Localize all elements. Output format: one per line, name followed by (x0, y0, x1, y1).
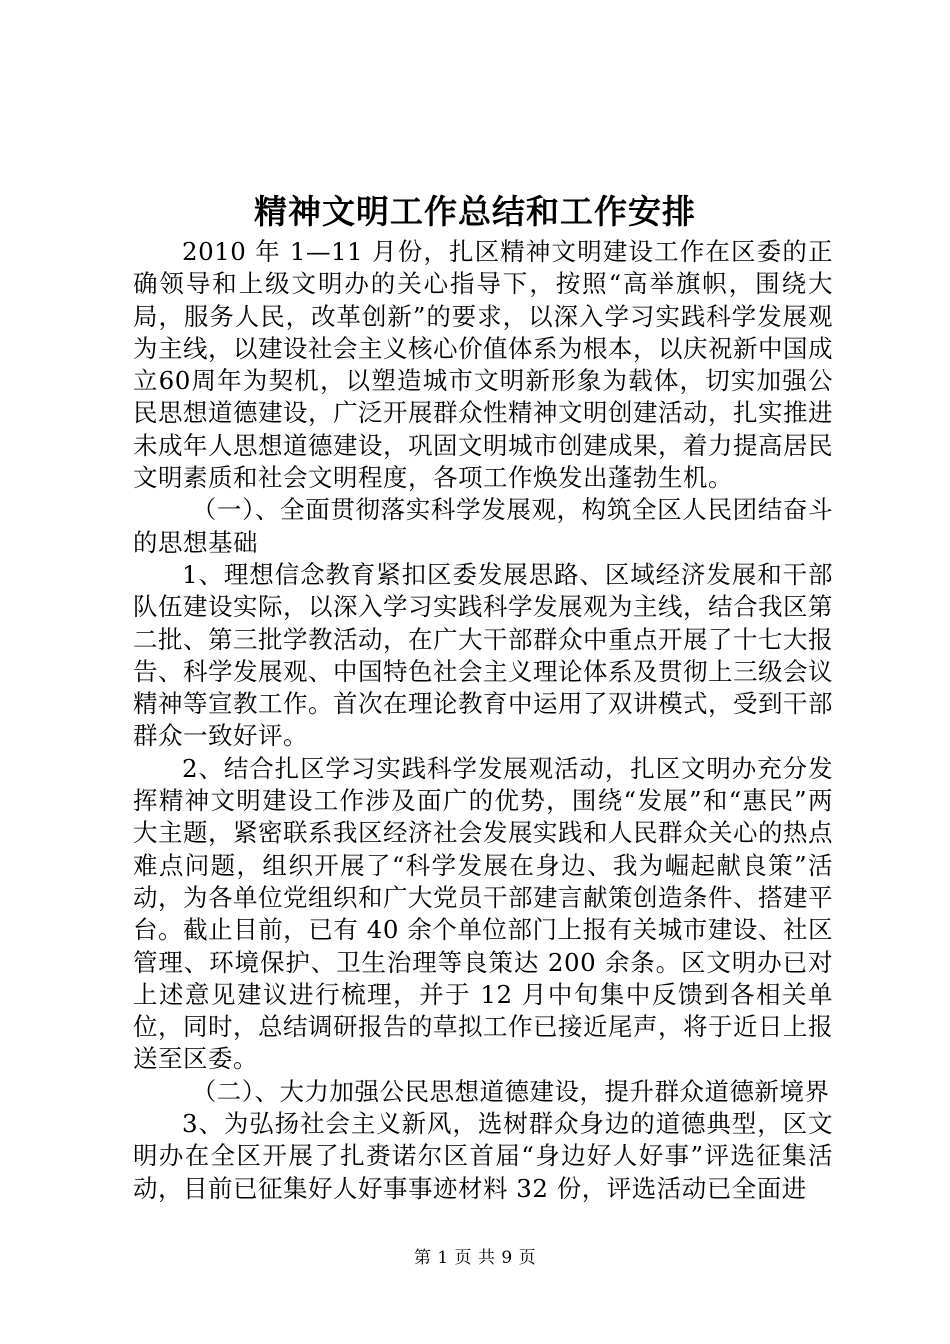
section-heading-2: （二）、大力加强公民思想道德建设，提升群众道德新境界 (191, 1076, 830, 1106)
paragraph-item-2: 2、结合扎区学习实践科学发展观活动，扎区文明办充分发挥精神文明建设工作涉及面广的优势，围绕“发展”和“惠民”两大主题，紧密联系我区经济社会发展实践和人民群众关心的热点难点问题，组织开展了“科学发展在身边、我为崛起献良策”活动，为各单位党组织和广大党员干部建言献策创造条件、搭建平台。截止目前，已有 40 余个单位部门上报有关城市建设、社区管理、环境保护、卫生治理等良策达 200 余条。区文明办已对上述意见建议进行梳理，并于 12 月中旬集中反馈到各相关单位，同时，总结调研报告的草拟工作已接近尾声，将于近日上报送至区委。 (133, 753, 833, 1074)
document-body (133, 236, 833, 1205)
paragraph-item-3: 3、为弘扬社会主义新风，选树群众身边的道德典型，区文明办在全区开展了扎赉诺尔区首届“身边好人好事”评选征集活动，目前已征集好人好事事迹材料 32 份，评选活动已全面进 (133, 1109, 833, 1203)
paragraph-intro: 2010 年 1—11 月份，扎区精神文明建设工作在区委的正确领导和上级文明办的关心指导下，按照“高举旗帜，围绕大局，服务人民，改革创新”的要求，以深入学习实践科学发展观为主线，以建设社会主义核心价值体系为根本，以庆祝新中国成立60周年为契机，以塑造城市文明新形象为载体，切实加强公民思想道德建设，广泛开展群众性精神文明创建活动，扎实推进未成年人思想道德建设，巩固文明城市创建成果，着力提高居民文明素质和社会文明程度，各项工作焕发出蓬勃生机。 (133, 237, 833, 493)
paragraph-item-1: 1、理想信念教育紧扣区委发展思路、区域经济发展和干部队伍建设实际，以深入学习实践科学发展观为主线，结合我区第二批、第三批学教活动，在广大干部群众中重点开展了十七大报告、科学发展观、中国特色社会主义理论体系及贯彻上三级会议精神等宣教工作。首次在理论教育中运用了双讲模式，受到干部群众一致好评。 (133, 559, 833, 751)
document-title: 精神文明工作总结和工作安排 (254, 192, 696, 231)
section-heading-1: （一）、全面贯彻落实科学发展观，构筑全区人民团结奋斗的思想基础 (133, 495, 833, 557)
page-number-footer: 第 1 页 共 9 页 (413, 1248, 537, 1268)
